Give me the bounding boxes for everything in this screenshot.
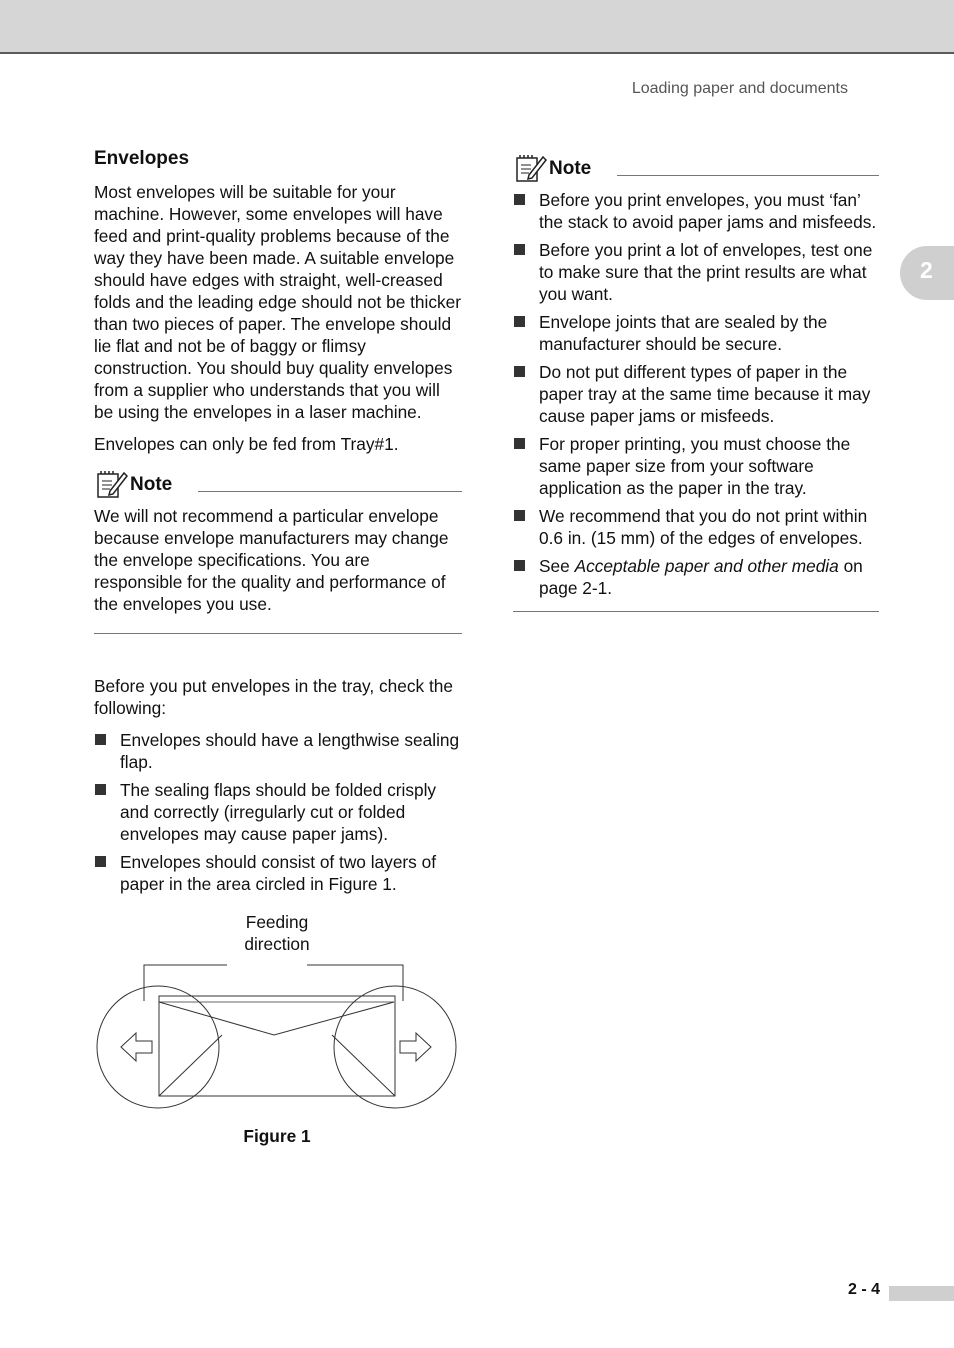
note-end-rule xyxy=(94,633,462,634)
note-header xyxy=(94,471,462,499)
feeding-direction-label xyxy=(94,911,460,955)
figure-caption: Figure 1 xyxy=(243,1126,311,1146)
bullet-square-icon xyxy=(514,244,525,255)
list-item xyxy=(94,851,462,895)
note-label: Note xyxy=(130,474,173,495)
list-item xyxy=(513,433,879,499)
feeding-label-line1: Feeding xyxy=(245,912,309,932)
bullet-square-icon xyxy=(514,438,525,449)
envelope-diagram xyxy=(94,963,460,1113)
left-column xyxy=(94,147,462,1161)
chapter-tab xyxy=(900,246,954,300)
list-item-text: Before you print envelopes, you must ‘fan’ the stack to avoid paper jams and misfeeds. xyxy=(539,190,877,232)
see-suffix: on page 2-1. xyxy=(539,556,863,598)
envelope-figure xyxy=(94,911,462,1161)
feeding-label-line2: direction xyxy=(244,934,310,954)
note-header xyxy=(513,155,879,183)
note-label: Note xyxy=(549,158,592,179)
note-end-rule xyxy=(513,611,879,612)
list-item-text: Envelopes should consist of two layers of paper in the area circled in Figure 1. xyxy=(120,852,437,894)
list-item-text: For proper printing, you must choose the same paper size from your software application as the paper in the tray. xyxy=(539,434,851,498)
check-intro: Before you put envelopes in the tray, check the following: xyxy=(94,676,453,718)
note-text: We will not recommend a particular envelope because envelope manufacturers may change the envelope specifications. You are responsible for the quality and performance of the envelopes you use. xyxy=(94,506,449,614)
bullet-square-icon xyxy=(95,856,106,867)
bullet-square-icon xyxy=(514,316,525,327)
bullet-square-icon xyxy=(95,784,106,795)
list-item xyxy=(513,555,879,599)
page-number: 2 - 4 xyxy=(847,1281,880,1298)
note-list xyxy=(513,189,879,599)
bullet-square-icon xyxy=(514,560,525,571)
arrow-right-icon xyxy=(400,1033,431,1061)
list-item-text: We recommend that you do not print within 0.6 in. (15 mm) of the edges of envelopes. xyxy=(539,506,868,548)
list-item xyxy=(94,779,462,845)
intro-paragraph: Most envelopes will be suitable for your machine. However, some envelopes will have feed and print-quality problems because of the way they have been made. A suitable envelope should have edges with straight, well-creased folds and the leading edge should not be thicker than two pieces of paper. The envelope should lie flat and not be of baggy or flimsy construction. You should buy quality envelopes from a supplier who understands that you will be using the envelopes in a laser machine. xyxy=(94,182,462,422)
top-banner xyxy=(0,0,954,54)
note-pad-icon xyxy=(515,153,547,183)
list-item-text: Envelope joints that are sealed by the manufacturer should be secure. xyxy=(539,312,828,354)
note-rule xyxy=(617,175,879,176)
note-pad-icon xyxy=(96,469,128,499)
cross-reference-link[interactable]: Acceptable paper and other media xyxy=(574,556,839,576)
list-item xyxy=(513,189,879,233)
list-item xyxy=(513,505,879,549)
right-column xyxy=(513,155,879,612)
tray-paragraph: Envelopes can only be fed from Tray#1. xyxy=(94,434,399,454)
note-rule xyxy=(198,491,462,492)
section-title: Envelopes xyxy=(94,148,190,169)
bullet-square-icon xyxy=(514,194,525,205)
footer-bar xyxy=(889,1286,954,1301)
bullet-square-icon xyxy=(514,510,525,521)
bullet-square-icon xyxy=(95,734,106,745)
list-item-text: Do not put different types of paper in the paper tray at the same time because it may cause paper jams or misfeeds. xyxy=(539,362,871,426)
list-item-text: Before you print a lot of envelopes, test one to make sure that the print results are what you want. xyxy=(539,240,873,304)
bullet-square-icon xyxy=(514,366,525,377)
running-header: Loading paper and documents xyxy=(631,80,848,97)
arrow-left-icon xyxy=(121,1033,152,1061)
check-list xyxy=(94,729,462,895)
list-item xyxy=(94,729,462,773)
list-item xyxy=(513,239,879,305)
list-item xyxy=(513,311,879,355)
list-item xyxy=(513,361,879,427)
list-item-text: The sealing flaps should be folded crisply and correctly (irregularly cut or folded envelopes may cause paper jams). xyxy=(120,780,437,844)
see-prefix: See xyxy=(539,556,575,576)
list-item-text: Envelopes should have a lengthwise sealing flap. xyxy=(120,730,460,772)
chapter-number: 2 xyxy=(920,257,933,283)
